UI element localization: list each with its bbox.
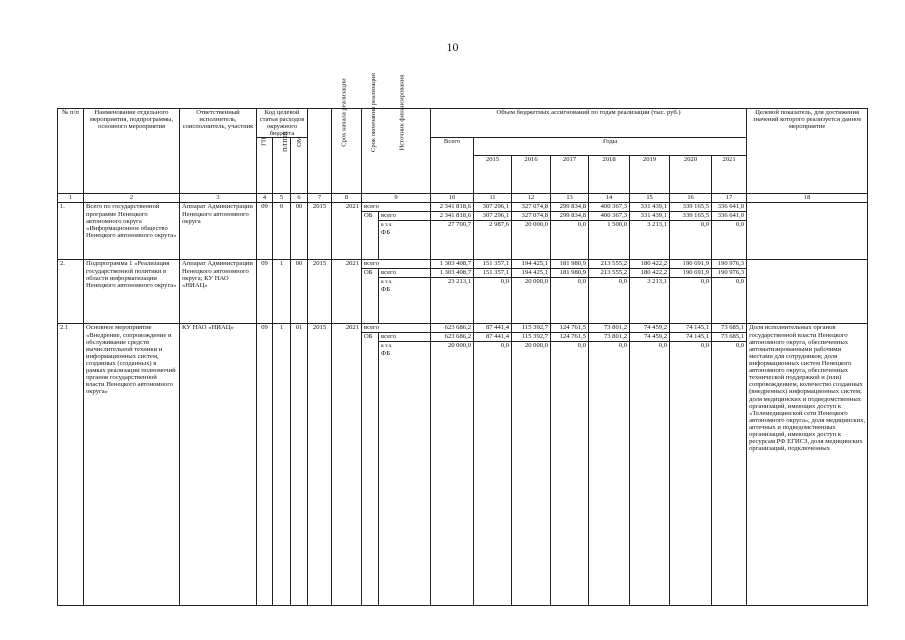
col-number: 4 <box>257 194 273 203</box>
value-cell: 623 686,2 <box>431 324 474 333</box>
value-cell: 3 213,1 <box>630 221 670 260</box>
header-start: Срок начала реализации <box>308 109 332 194</box>
value-cell: 299 834,8 <box>551 203 589 212</box>
header-code: Код целевой статьи расходов окружного бюджета <box>257 109 308 138</box>
source-fb-label: ФБ <box>381 228 391 236</box>
value-cell: 20 000,0 <box>512 342 551 606</box>
source-vtch: в т.ч. <box>381 279 393 286</box>
header-year: 2021 <box>712 156 747 194</box>
value-cell: 331 439,1 <box>630 203 670 212</box>
source-ob-all: всего <box>379 269 431 278</box>
value-cell: 2 341 818,6 <box>431 203 474 212</box>
row-responsible: КУ НАО «НИАЦ» <box>180 324 257 606</box>
row-start: 2015 <box>308 324 332 606</box>
col-number: 16 <box>670 194 712 203</box>
header-target: Целевой показатель, для достижения значений которого реализуется данное мероприятие <box>747 109 868 194</box>
value-cell: 20 000,0 <box>512 221 551 260</box>
value-cell: 194 425,1 <box>512 260 551 269</box>
value-cell: 1 303 408,7 <box>431 269 474 278</box>
value-cell: 73 801,2 <box>589 324 630 333</box>
value-cell: 115 392,7 <box>512 333 551 342</box>
value-cell: 2 341 818,6 <box>431 212 474 221</box>
row-gp: 09 <box>257 324 273 606</box>
value-cell: 124 761,5 <box>551 324 589 333</box>
header-year: 2017 <box>551 156 589 194</box>
value-cell: 307 296,1 <box>474 203 512 212</box>
header-end: Срок окончания реализации <box>332 109 362 194</box>
header-om: ОМ <box>291 138 308 194</box>
header-pp: П/ППП <box>273 138 291 194</box>
source-fb <box>379 278 431 324</box>
col-number: 9 <box>362 194 431 203</box>
value-cell: 124 761,5 <box>551 333 589 342</box>
value-cell: 0,0 <box>670 221 712 260</box>
value-cell: 3 213,1 <box>630 278 670 324</box>
header-year: 2016 <box>512 156 551 194</box>
col-number: 15 <box>630 194 670 203</box>
value-cell: 0,0 <box>670 342 712 606</box>
row-responsible: Аппарат Администрации Ненецкого автономного округа; КУ НАО «НИАЦ» <box>180 260 257 324</box>
value-cell: 0,0 <box>630 342 670 606</box>
row-pp: 1 <box>273 324 291 606</box>
col-number: 18 <box>747 194 868 203</box>
source-fb-label: ФБ <box>381 285 391 293</box>
header-name: Наименование отдельного мероприятия, подпрограммы, основного мероприятия <box>84 109 180 194</box>
value-cell: 181 980,9 <box>551 260 589 269</box>
value-cell: 74 459,2 <box>630 324 670 333</box>
value-cell: 0,0 <box>474 278 512 324</box>
source-vtch: в т.ч. <box>381 222 393 229</box>
col-number: 13 <box>551 194 589 203</box>
value-cell: 20 000,0 <box>512 278 551 324</box>
value-cell: 307 296,1 <box>474 212 512 221</box>
row-target <box>747 203 868 260</box>
header-year: 2015 <box>474 156 512 194</box>
value-cell: 87 441,4 <box>474 324 512 333</box>
value-cell: 331 439,1 <box>630 212 670 221</box>
col-number: 3 <box>180 194 257 203</box>
col-number: 1 <box>58 194 84 203</box>
row-om: 01 <box>291 324 308 606</box>
value-cell: 181 980,9 <box>551 269 589 278</box>
source-ob: ОБ <box>362 212 379 260</box>
value-cell: 0,0 <box>551 221 589 260</box>
col-number: 17 <box>712 194 747 203</box>
col-number: 8 <box>332 194 362 203</box>
row-name: Основное мероприятие «Внедрение, сопровождение и обслуживание средств вычислительной техники и информационных систем, созданных (созданных) в рамках реализации полномочий органов государственной власти Ненецкого автономного округа» <box>84 324 180 606</box>
value-cell: 74 145,1 <box>670 333 712 342</box>
row-om: 00 <box>291 203 308 260</box>
table-row <box>58 203 868 212</box>
row-gp: 09 <box>257 260 273 324</box>
row-end: 2021 <box>332 260 362 324</box>
value-cell: 0,0 <box>474 342 512 606</box>
col-number: 5 <box>273 194 291 203</box>
header-years: Годы <box>474 138 747 156</box>
table-row <box>58 324 868 333</box>
source-all: всего <box>362 203 431 212</box>
row-responsible: Аппарат Администрации Ненецкого автономного округа <box>180 203 257 260</box>
value-cell: 623 686,2 <box>431 333 474 342</box>
source-all: всего <box>362 260 431 269</box>
value-cell: 339 165,5 <box>670 203 712 212</box>
value-cell: 74 459,2 <box>630 333 670 342</box>
value-cell: 400 367,3 <box>589 203 630 212</box>
header-gp: ГП <box>257 138 273 194</box>
value-cell: 1 303 408,7 <box>431 260 474 269</box>
value-cell: 190 691,9 <box>670 260 712 269</box>
page-number: 10 <box>446 40 459 54</box>
value-cell: 0,0 <box>589 342 630 606</box>
value-cell: 0,0 <box>551 278 589 324</box>
value-cell: 299 834,8 <box>551 212 589 221</box>
value-cell: 0,0 <box>712 221 747 260</box>
value-cell: 74 145,1 <box>670 324 712 333</box>
row-om: 00 <box>291 260 308 324</box>
row-name: Всего по государственной программе Ненецкого автономного округа «Информационное общество Ненецкого автономного округа» <box>84 203 180 260</box>
value-cell: 20 000,0 <box>431 342 474 606</box>
value-cell: 336 641,0 <box>712 212 747 221</box>
value-cell: 336 641,0 <box>712 203 747 212</box>
col-number: 6 <box>291 194 308 203</box>
value-cell: 327 074,8 <box>512 212 551 221</box>
row-target: Доля исполнительных органов государственной власти Ненецкого автономного округа, обеспеченных автоматизированными рабочими местами для сотрудников; доля информационных систем Ненецкого автономного округа, обеспеченных технической поддержкой и (или) сопровождением, количество созданных (внедренных) информационных систем; доля медицинских и подведомственных организаций, имеющих доступ к «Телемедицинской сети Ненецкого автономного округа», доля медицинских, аптечных и подведомственных организаций, имеющих доступ к ресурсам РФ ЕГИСЗ, доля медицинских организаций, подключенных <box>747 324 868 606</box>
value-cell: 180 422,2 <box>630 260 670 269</box>
row-pp: 1 <box>273 260 291 324</box>
value-cell: 0,0 <box>712 342 747 606</box>
value-cell: 151 357,1 <box>474 260 512 269</box>
source-all: всего <box>362 324 431 333</box>
value-cell: 115 392,7 <box>512 324 551 333</box>
source-fb-label: ФБ <box>381 349 391 357</box>
row-pp: 0 <box>273 203 291 260</box>
value-cell: 1 500,0 <box>589 221 630 260</box>
col-number: 12 <box>512 194 551 203</box>
table-row <box>58 260 868 269</box>
row-end: 2021 <box>332 324 362 606</box>
header-source: Источник финансирования <box>362 109 431 194</box>
value-cell: 190 976,3 <box>712 260 747 269</box>
row-num: 1. <box>58 203 84 260</box>
value-cell: 0,0 <box>712 278 747 324</box>
col-number: 2 <box>84 194 180 203</box>
value-cell: 0,0 <box>551 342 589 606</box>
value-cell: 190 691,9 <box>670 269 712 278</box>
col-number: 10 <box>431 194 474 203</box>
source-fb <box>379 342 431 606</box>
header-total: Всего <box>431 138 474 194</box>
value-cell: 73 685,1 <box>712 333 747 342</box>
value-cell: 213 555,2 <box>589 269 630 278</box>
header-year: 2019 <box>630 156 670 194</box>
source-ob: ОБ <box>362 333 379 606</box>
row-start: 2015 <box>308 203 332 260</box>
col-number: 14 <box>589 194 630 203</box>
value-cell: 23 213,1 <box>431 278 474 324</box>
value-cell: 73 685,1 <box>712 324 747 333</box>
value-cell: 327 074,8 <box>512 203 551 212</box>
value-cell: 0,0 <box>670 278 712 324</box>
value-cell: 73 801,2 <box>589 333 630 342</box>
value-cell: 339 165,5 <box>670 212 712 221</box>
source-ob-all: всего <box>379 333 431 342</box>
header-year: 2020 <box>670 156 712 194</box>
budget-table <box>57 73 868 606</box>
col-number: 7 <box>308 194 332 203</box>
row-target <box>747 260 868 324</box>
col-number: 11 <box>474 194 512 203</box>
source-ob-all: всего <box>379 212 431 221</box>
source-fb <box>379 221 431 260</box>
value-cell: 194 425,1 <box>512 269 551 278</box>
value-cell: 213 555,2 <box>589 260 630 269</box>
row-name: Подпрограмма 1 «Реализация государственной политики в области информатизации Ненецкого автономного округа» <box>84 260 180 324</box>
header-responsible: Ответственный исполнитель, соисполнитель, участник <box>180 109 257 194</box>
value-cell: 400 367,3 <box>589 212 630 221</box>
row-gp: 09 <box>257 203 273 260</box>
value-cell: 190 976,3 <box>712 269 747 278</box>
value-cell: 87 441,4 <box>474 333 512 342</box>
value-cell: 0,0 <box>589 278 630 324</box>
row-end: 2021 <box>332 203 362 260</box>
source-vtch: в т.ч. <box>381 343 393 350</box>
header-volume: Объем бюджетных ассигнований по годам реализации (тыс. руб.) <box>431 109 747 138</box>
row-num: 2. <box>58 260 84 324</box>
row-num: 2.1 <box>58 324 84 606</box>
header-year: 2018 <box>589 156 630 194</box>
source-ob: ОБ <box>362 269 379 324</box>
row-start: 2015 <box>308 260 332 324</box>
value-cell: 2 987,6 <box>474 221 512 260</box>
value-cell: 180 422,2 <box>630 269 670 278</box>
value-cell: 151 357,1 <box>474 269 512 278</box>
value-cell: 27 700,7 <box>431 221 474 260</box>
header-num: № п/п <box>58 109 84 194</box>
